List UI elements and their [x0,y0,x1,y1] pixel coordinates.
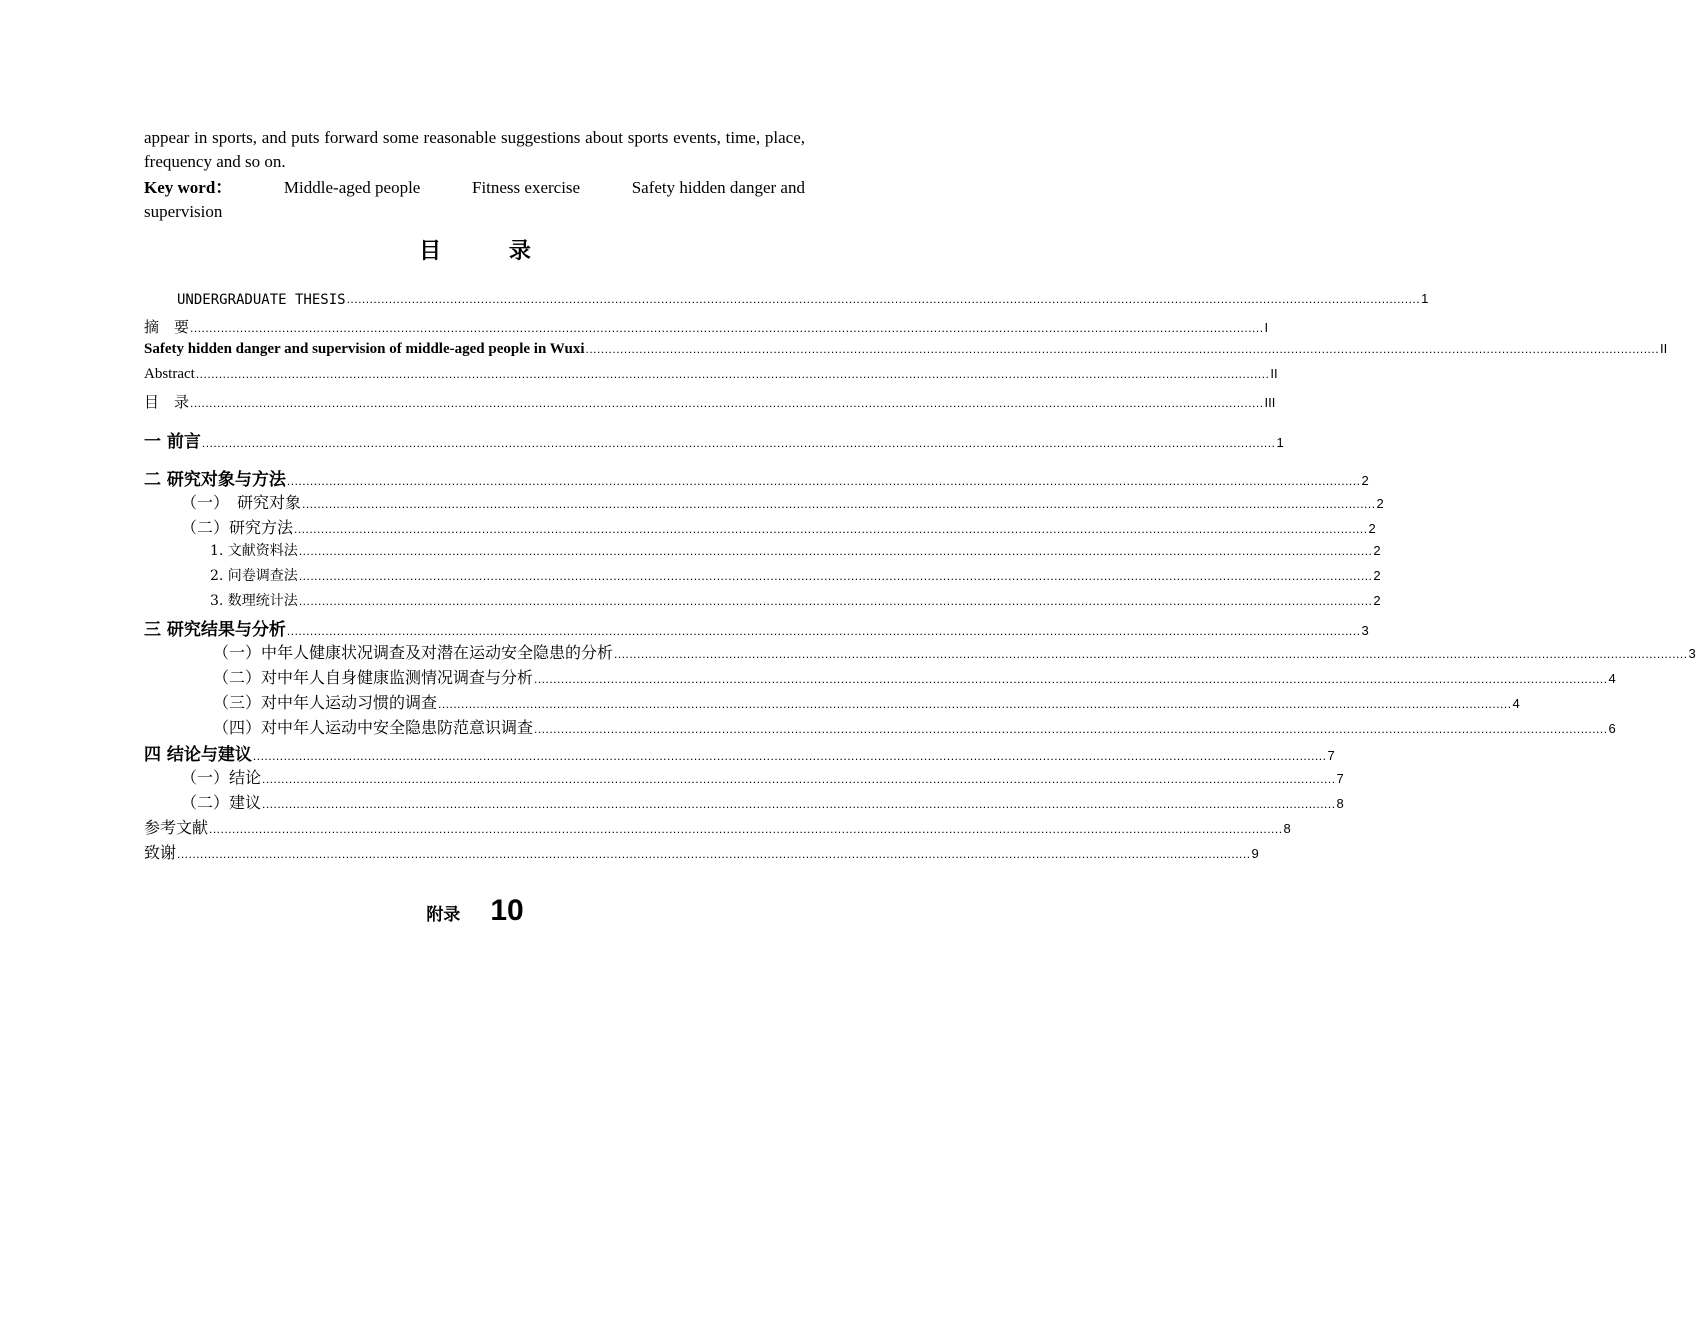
toc-entry-text: 目 录 [144,393,190,411]
toc-entry-page: 2 [1373,543,1381,558]
toc-leader-dots: ........................................................................................................................................................................................................................................................................................ [585,342,1660,356]
toc-entry-text: 参考文献 [144,818,209,837]
toc-entry[interactable] [144,316,1269,337]
toc-entry-text: （一）中年人健康状况调查及对潜在运动安全隐患的分析 [213,643,614,662]
toc-entry-page: 3 [1688,646,1696,661]
toc-entry-page: 6 [1608,721,1616,736]
toc-entry-page: III [1264,395,1276,410]
toc-leader-dots: ........................................................................................................................................................................................................................................................................................ [201,436,1276,450]
toc-entry[interactable] [213,640,1696,663]
keywords-continuation: supervision [144,202,223,221]
toc-entry[interactable] [181,790,1344,813]
toc-leader-dots: ........................................................................................................................................................................................................................................................................................ [294,522,1368,536]
toc-entry-page: 2 [1373,568,1381,583]
toc-entry[interactable] [210,590,1381,610]
toc-leader-dots: ........................................................................................................................................................................................................................................................................................ [190,321,1264,335]
toc-leader-dots: ........................................................................................................................................................................................................................................................................................ [298,569,1373,583]
toc-entry[interactable] [144,465,1369,490]
toc-leader-dots: ........................................................................................................................................................................................................................................................................................ [534,672,1608,686]
toc-leader-dots: ........................................................................................................................................................................................................................................................................................ [286,624,1361,638]
toc-leader-dots: ........................................................................................................................................................................................................................................................................................ [614,647,1688,661]
toc-leader-dots: ........................................................................................................................................................................................................................................................................................ [262,797,1336,811]
toc-leader-dots: ........................................................................................................................................................................................................................................................................................ [262,772,1336,786]
toc-entry[interactable] [144,391,1276,412]
toc-entry[interactable] [144,291,1429,308]
toc-entry-text: 一 前言 [144,432,201,452]
toc-entry[interactable] [181,765,1344,788]
toc-leader-dots: ........................................................................................................................................................................................................................................................................................ [534,722,1608,736]
toc-entry-text: 3. 数理统计法 [210,593,298,609]
toc-leader-dots: ........................................................................................................................................................................................................................................................................................ [298,544,1373,558]
keywords-block [144,176,805,224]
toc-entry[interactable] [144,615,1369,640]
keywords-label: Key word： [144,178,233,197]
toc-entry[interactable] [181,515,1376,538]
toc-entry[interactable] [144,840,1259,863]
toc-leader-dots: ........................................................................................................................................................................................................................................................................................ [438,697,1512,711]
toc-entry-page: 4 [1608,671,1616,686]
toc-entry-page: 2 [1368,521,1376,536]
toc-entry-text: （二）研究方法 [181,518,294,537]
appendix-label: 附录 [426,905,461,925]
toc-leader-dots: ........................................................................................................................................................................................................................................................................................ [252,749,1327,763]
keyword-2: Fitness exercise [471,178,581,197]
toc-entry-text: 二 研究对象与方法 [144,470,286,490]
toc-entry-text: 三 研究结果与分析 [144,620,286,640]
toc-appendix-entry[interactable] [0,894,950,928]
toc-entry-text: （三）对中年人运动习惯的调查 [213,693,438,712]
toc-entry-text: （一） 研究对象 [181,493,302,512]
toc-entry[interactable] [144,366,1278,383]
toc-entry-page: 4 [1512,696,1520,711]
toc-leader-dots: ........................................................................................................................................................................................................................................................................................ [190,396,1264,410]
toc-entry-text: 1. 文献资料法 [210,543,298,559]
toc-entry[interactable] [144,427,1284,452]
toc-entry-text: 致谢 [144,843,177,862]
toc-entry-text: （一）结论 [181,768,262,787]
keywords-row [144,176,805,200]
toc-title: 目 录 [419,239,561,264]
toc-entry-page: 2 [1376,496,1384,511]
toc-entry-page: 1 [1276,435,1284,450]
toc-entry-page: 2 [1373,593,1381,608]
toc-entry-text: 摘 要 [144,318,190,336]
toc-leader-dots: ........................................................................................................................................................................................................................................................................................ [286,474,1361,488]
toc-entry-page: 1 [1421,291,1429,306]
toc-entry[interactable] [210,540,1381,560]
toc-entry[interactable] [144,740,1335,765]
keyword-3: Safety hidden danger and [631,178,805,197]
toc-entry-page: 7 [1327,748,1335,763]
toc-leader-dots: ........................................................................................................................................................................................................................................................................................ [346,292,1421,306]
toc-entry-page: II [1660,341,1668,356]
toc-entry-page: 2 [1361,473,1369,488]
toc-entry-text: Safety hidden danger and supervision of middle-aged people in Wuxi [144,341,585,357]
toc-entry-text: UNDERGRADUATE THESIS [177,292,346,308]
toc-entry[interactable] [144,341,1668,358]
toc-entry-page: II [1270,366,1278,381]
toc-entry[interactable] [213,690,1520,713]
toc-entry-text: Abstract [144,366,195,382]
toc-leader-dots: ........................................................................................................................................................................................................................................................................................ [177,847,1251,861]
abstract-paragraph-tail: appear in sports, and puts forward some reasonable suggestions about sports events, time, place, frequency and so on. [144,128,805,171]
toc-entry-text: 四 结论与建议 [144,745,252,765]
toc-entry[interactable] [144,815,1291,838]
toc-entry-page: 8 [1336,796,1344,811]
toc-entry[interactable] [210,565,1381,585]
toc-leader-dots: ........................................................................................................................................................................................................................................................................................ [209,822,1283,836]
toc-entry-page: I [1264,320,1269,335]
toc-entry-text: 2. 问卷调查法 [210,568,298,584]
keyword-1: Middle-aged people [283,178,421,197]
toc-entry-text: （二）对中年人自身健康监测情况调查与分析 [213,668,534,687]
toc-leader-dots: ........................................................................................................................................................................................................................................................................................ [298,594,1373,608]
toc-entry[interactable] [213,715,1616,738]
toc-entry-text: （二）建议 [181,793,262,812]
toc-entry-page: 8 [1283,821,1291,836]
toc-leader-dots: ........................................................................................................................................................................................................................................................................................ [195,367,1270,381]
toc-entry-text: （四）对中年人运动中安全隐患防范意识调查 [213,718,534,737]
toc-entry[interactable] [181,490,1384,513]
toc-entry-page: 3 [1361,623,1369,638]
toc-entry-page: 9 [1251,846,1259,861]
appendix-page: 10 [490,894,524,927]
toc-entry-page: 7 [1336,771,1344,786]
toc-leader-dots: ........................................................................................................................................................................................................................................................................................ [302,497,1376,511]
toc-entry[interactable] [213,665,1616,688]
